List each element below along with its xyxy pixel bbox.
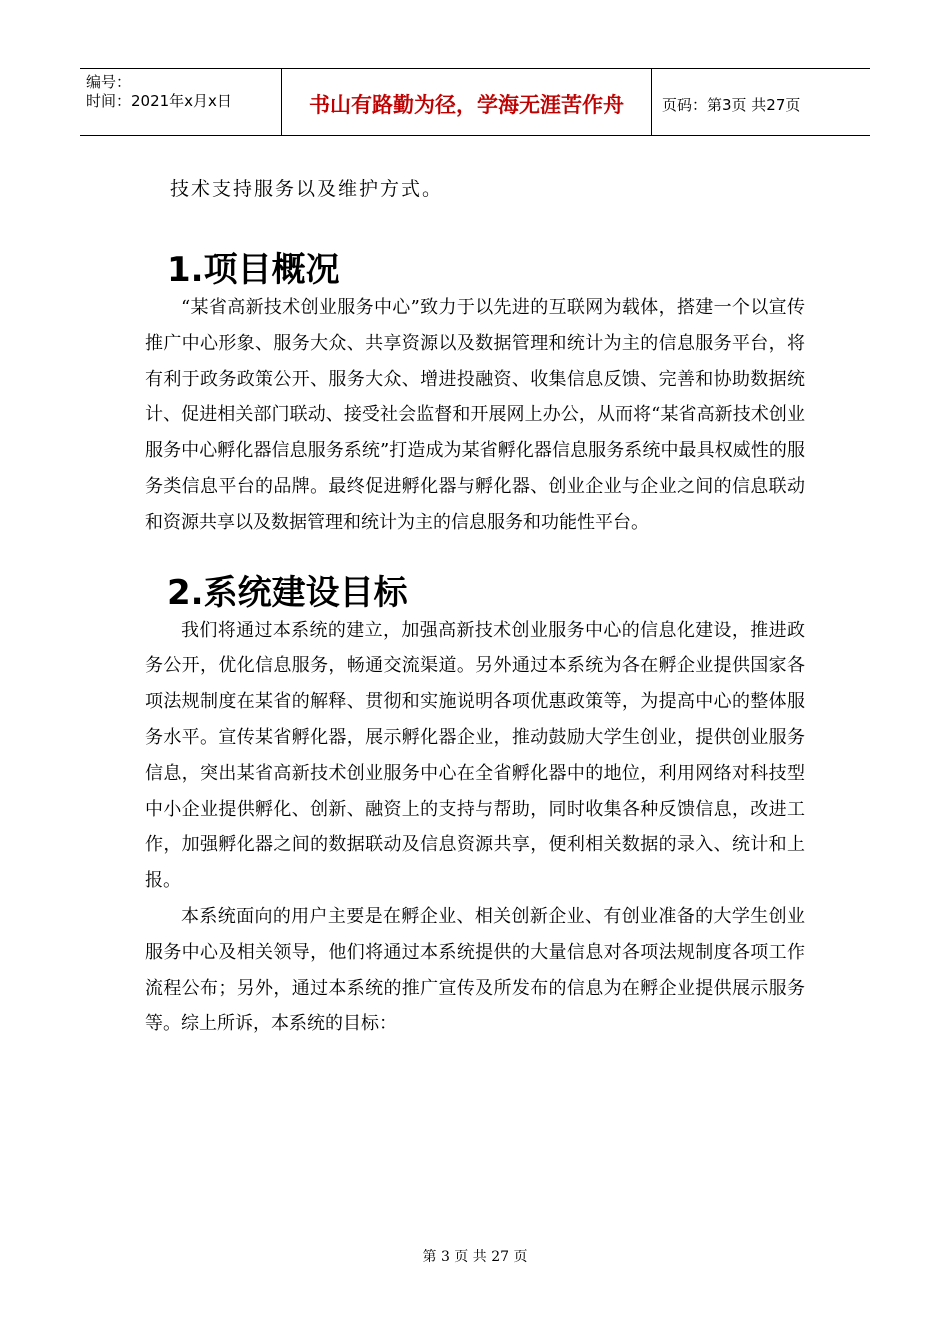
section-paragraph: “某省高新技术创业服务中心”致力于以先进的互联网为载体，搭建一个以宣传推广中心形象、服务大众、共享资源以及数据管理和统计为主的信息服务平台，将有利于政务政策公开、服务大众、增进投融资、收集信息反馈、完善和协助数据统计、促进相关部门联动、接受社会监督和开展网上办公，从而将“某省高新技术创业服务中心孵化器信息服务系统”打造成为某省孵化器信息服务系统中最具权威性的服务类信息平台的品牌。最终促进孵化器与孵化器、创业企业与企业之间的信息联动和资源共享以及数据管理和统计为主的信息服务和功能性平台。 (145, 297, 805, 533)
section-paragraph: 我们将通过本系统的建立，加强高新技术创业服务中心的信息化建设，推进政务公开，优化信息服务，畅通交流渠道。另外通过本系统为各在孵企业提供国家各项法规制度在某省的解释、贯彻和实施说明各项优惠政策等，为提高中心的整体服务水平。宣传某省孵化器，展示孵化器企业，推动鼓励大学生创业，提供创业服务信息，突出某省高新技术创业服务中心在全省孵化器中的地位，利用网络对科技型中小企业提供孵化、创新、融资上的支持与帮助，同时收集各种反馈信息，改进工作，加强孵化器之间的数据联动及信息资源共享，便利相关数据的录入、统计和上报。 (145, 619, 805, 892)
page-footer: 第 3 页 共 27 页 (422, 1249, 528, 1265)
header-page-number: 页码：第3页 共27页 (662, 95, 801, 114)
document-date: 时间：2021年x月x日 (86, 92, 232, 110)
header-motto: 书山有路勤为径，学海无涯苦作舟 (282, 69, 652, 135)
page-header (80, 68, 870, 136)
continuation-line: 技术支持服务以及维护方式。 (170, 178, 444, 200)
section-heading-goals: 2.系统建设目标 (167, 572, 408, 613)
section-heading-overview: 1.项目概况 (167, 250, 340, 290)
document-number-label: 编号： (86, 73, 132, 91)
header-meta (80, 69, 282, 135)
section-paragraph: 本系统面向的用户主要是在孵企业、相关创新企业、有创业准备的大学生创业服务中心及相关领导，他们将通过本系统提供的大量信息对各项法规制度各项工作流程公布；另外，通过本系统的推广宣传及所发布的信息为在孵企业提供展示服务等。综上所诉，本系统的目标： (145, 905, 805, 1035)
document-body (145, 160, 805, 1042)
